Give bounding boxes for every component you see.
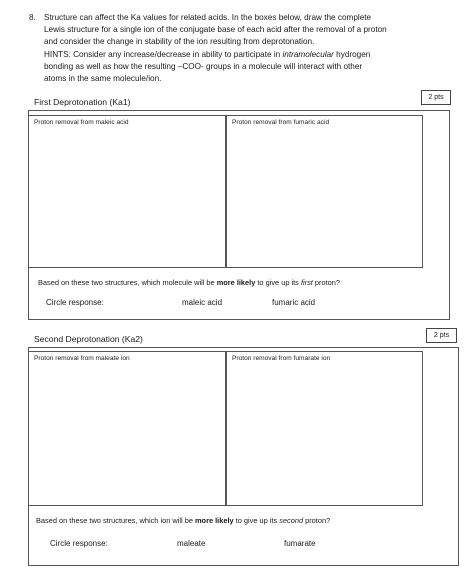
maleate-ion-box-label: Proton removal from maleate ion	[34, 355, 130, 362]
question-block	[29, 12, 429, 85]
hints-line-1: HINTS: Consider any increase/decrease in ability to participate in intramolecular hydrogen	[44, 49, 371, 59]
option-maleate[interactable]: maleate	[177, 539, 206, 548]
question-line-2: Lewis structure for a single ion of the conjugate base of each acid after the removal of a proton	[44, 25, 387, 35]
first-points-badge: 2 pts	[421, 90, 451, 105]
option-fumaric-acid[interactable]: fumaric acid	[272, 298, 316, 307]
second-prompt: Based on these two structures, which ion will be more likely to give up its second proton?	[36, 516, 331, 525]
second-circle-label: Circle response:	[50, 539, 108, 548]
fumaric-acid-box-label: Proton removal from fumaric acid	[232, 119, 330, 126]
option-maleic-acid[interactable]: maleic acid	[182, 298, 223, 307]
hints-line-3: atoms in the same molecule/ion.	[44, 74, 162, 84]
maleate-ion-drawing-box[interactable]	[28, 351, 226, 506]
first-prompt: Based on these two structures, which molecule will be more likely to give up its first proton?	[38, 278, 340, 287]
question-line-3: and consider the change in stability of the ion resulting from deprotonation.	[44, 37, 315, 47]
fumaric-acid-drawing-box[interactable]	[226, 115, 423, 268]
first-deprotonation-heading: First Deprotonation (Ka1)	[34, 97, 131, 107]
option-fumarate[interactable]: fumarate	[284, 539, 316, 548]
maleic-acid-box-label: Proton removal from maleic acid	[34, 119, 129, 126]
second-points-badge: 2 pts	[426, 328, 457, 343]
first-circle-label: Circle response:	[46, 298, 104, 307]
fumarate-ion-drawing-box[interactable]	[226, 351, 423, 506]
hints-line-2: bonding as well as how the resulting –COO- groups in a molecule will interact with other	[44, 61, 363, 71]
second-deprotonation-heading: Second Deprotonation (Ka2)	[34, 334, 143, 344]
question-number: 8.	[29, 13, 36, 22]
fumarate-ion-box-label: Proton removal from fumarate ion	[232, 355, 331, 362]
maleic-acid-drawing-box[interactable]	[28, 115, 226, 268]
question-line-1: Structure can affect the Ka values for related acids. In the boxes below, draw the complete	[44, 13, 372, 22]
